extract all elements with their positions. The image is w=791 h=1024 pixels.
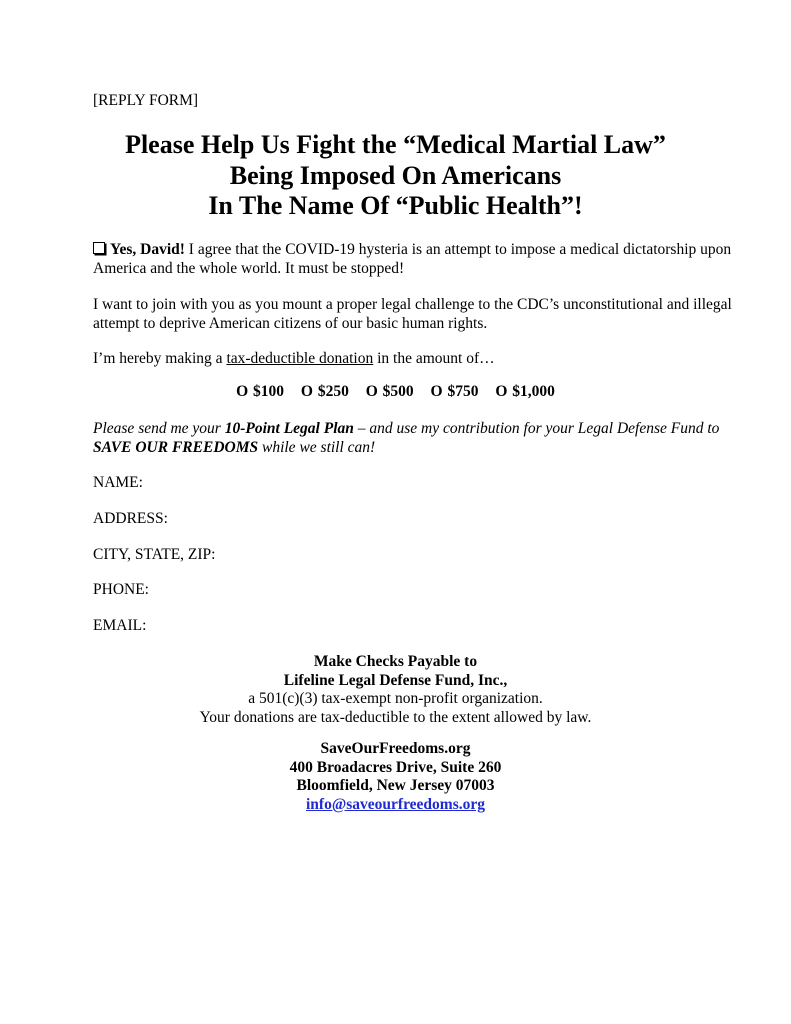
amount-option-500[interactable]: O $500	[365, 383, 414, 400]
payable-info	[0, 653, 791, 727]
yes-paragraph	[93, 240, 733, 278]
payable-line-1: Make Checks Payable to	[313, 653, 478, 670]
yes-lead: Yes, David!	[110, 241, 185, 258]
email-field-label[interactable]: EMAIL:	[93, 617, 147, 634]
org-name: SaveOurFreedoms.org	[320, 740, 471, 757]
payable-line-4: Your donations are tax-deductible to the extent allowed by law.	[199, 708, 592, 726]
payable-line-2: Lifeline Legal Defense Fund, Inc.,	[283, 671, 508, 689]
address-field-label[interactable]: ADDRESS:	[93, 510, 168, 527]
mailing-address	[0, 740, 791, 814]
org-street: 400 Broadacres Drive, Suite 260	[289, 758, 502, 776]
plan-text-3: while we still can!	[258, 439, 376, 456]
plan-text-2: – and use my contribution for your Legal Defense Fund to	[353, 420, 720, 437]
org-email-link[interactable]: info@saveourfreedoms.org	[305, 795, 485, 813]
city-state-zip-field-label[interactable]: CITY, STATE, ZIP:	[93, 546, 216, 563]
donate-underlined: tax-deductible donation	[226, 350, 374, 367]
plan-text-1: Please send me your	[93, 420, 225, 437]
title-line-1: Please Help Us Fight the “Medical Martial Law”	[125, 130, 666, 159]
form-tag: [REPLY FORM]	[93, 92, 199, 109]
name-field-label[interactable]: NAME:	[93, 474, 143, 491]
amount-option-250[interactable]: O $250	[300, 383, 349, 400]
plan-paragraph	[93, 419, 733, 457]
org-city: Bloomfield, New Jersey 07003	[296, 777, 495, 794]
checkbox-icon[interactable]	[93, 242, 105, 254]
payable-line-3: a 501(c)(3) tax-exempt non-profit organization.	[248, 690, 543, 707]
amount-option-100[interactable]: O $100	[236, 383, 285, 400]
phone-field-label[interactable]: PHONE:	[93, 581, 149, 598]
title-line-2: Being Imposed On Americans	[229, 160, 562, 190]
plan-bold-1: 10-Point Legal Plan	[224, 420, 354, 437]
join-paragraph: I want to join with you as you mount a proper legal challenge to the CDC’s unconstitutional and illegal attempt to deprive American citizens of our basic human rights.	[93, 296, 732, 332]
yes-text: I agree that the COVID-19 hysteria is an attempt to impose a medical dictatorship upon America and the whole world. It must be stopped!	[93, 241, 732, 277]
page-title	[0, 130, 791, 222]
amount-option-750[interactable]: O $750	[430, 383, 479, 400]
donate-paragraph	[93, 349, 733, 368]
donate-before: I’m hereby making a	[93, 350, 227, 367]
donate-after: in the amount of…	[373, 350, 495, 367]
title-line-3: In The Name Of “Public Health”!	[208, 191, 583, 220]
plan-bold-2: SAVE OUR FREEDOMS	[93, 439, 259, 456]
donation-amounts	[0, 383, 791, 401]
amount-option-1000[interactable]: O $1,000	[495, 383, 555, 400]
